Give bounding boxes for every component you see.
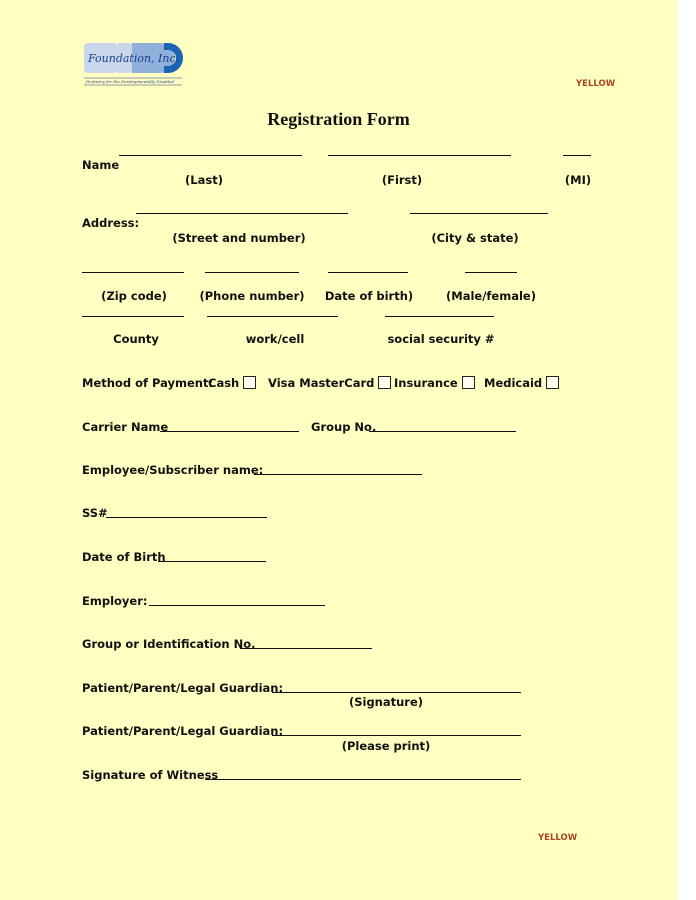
payment-visa[interactable] <box>268 375 391 391</box>
visa-checkbox[interactable] <box>378 376 391 389</box>
ss-field[interactable] <box>106 517 267 518</box>
dob-caption: Date of birth) <box>324 289 414 303</box>
city-state-field[interactable] <box>410 213 548 214</box>
carrier-label: Carrier Name <box>82 420 169 434</box>
street-caption: (Street and number) <box>172 231 306 245</box>
employer-label: Employer: <box>82 594 148 608</box>
zip-field[interactable] <box>82 272 184 273</box>
guardian-print-field[interactable] <box>272 735 521 736</box>
guardian-signature-label: Patient/Parent/Legal Guardian: <box>82 681 284 695</box>
medicaid-checkbox[interactable] <box>546 376 559 389</box>
group-id-field[interactable] <box>240 648 372 649</box>
subscriber-label: Employee/Subscriber name: <box>82 463 264 477</box>
svg-text:Foundation, Inc.: Foundation, Inc. <box>88 52 180 65</box>
payment-label: Method of Payment: <box>82 376 214 390</box>
witness-label: Signature of Witness <box>82 768 219 782</box>
group-label: Group No. <box>311 420 377 434</box>
guardian-signature-field[interactable] <box>272 692 521 693</box>
payment-insurance[interactable] <box>394 375 475 391</box>
mi-caption: (MI) <box>564 173 592 187</box>
dob-field[interactable] <box>328 272 408 273</box>
insurance-label: Insurance <box>394 376 458 390</box>
payment-medicaid[interactable] <box>484 375 559 391</box>
ss-label: SS# <box>82 506 108 520</box>
visa-label: Visa MasterCard <box>268 376 375 390</box>
insurance-checkbox[interactable] <box>462 376 475 389</box>
street-field[interactable] <box>136 213 348 214</box>
print-caption: (Please print) <box>341 739 431 753</box>
payment-cash[interactable] <box>208 375 256 391</box>
work-cell-field[interactable] <box>207 316 338 317</box>
medicaid-label: Medicaid <box>484 376 543 390</box>
color-tag-top: YELLOW <box>576 79 616 89</box>
first-caption: (First) <box>381 173 423 187</box>
dddf-logo <box>82 40 186 90</box>
birth-label: Date of Birth <box>82 550 166 564</box>
svg-text:Dentistry for the Developmenta: Dentistry for the Developmentally Disabled <box>86 79 174 84</box>
mi-field[interactable] <box>563 155 591 156</box>
guardian-print-label: Patient/Parent/Legal Guardian: <box>82 724 284 738</box>
work-caption: work/cell <box>245 332 305 346</box>
city-caption: (City & state) <box>431 231 519 245</box>
zip-caption: (Zip code) <box>101 289 167 303</box>
last-name-field[interactable] <box>119 155 302 156</box>
ssn-caption: social security # <box>387 332 495 346</box>
name-label: Name <box>82 158 120 172</box>
employer-field[interactable] <box>149 605 325 606</box>
color-tag-bottom: YELLOW <box>538 833 578 843</box>
subscriber-field[interactable] <box>254 474 422 475</box>
carrier-field[interactable] <box>160 431 299 432</box>
last-caption: (Last) <box>185 173 223 187</box>
sex-caption: (Male/female) <box>446 289 536 303</box>
witness-field[interactable] <box>205 779 521 780</box>
first-name-field[interactable] <box>328 155 511 156</box>
phone-caption: (Phone number) <box>199 289 305 303</box>
sex-field[interactable] <box>465 272 517 273</box>
ssn-field[interactable] <box>385 316 494 317</box>
phone-field[interactable] <box>205 272 299 273</box>
cash-checkbox[interactable] <box>243 376 256 389</box>
group-id-label: Group or Identification No. <box>82 637 256 651</box>
signature-caption: (Signature) <box>348 695 424 709</box>
group-field[interactable] <box>369 431 516 432</box>
county-field[interactable] <box>82 316 184 317</box>
birth-field[interactable] <box>158 561 266 562</box>
address-label: Address: <box>82 216 140 230</box>
county-caption: County <box>113 332 159 346</box>
cash-label: Cash <box>208 376 240 390</box>
page-title: Registration Form <box>267 109 410 129</box>
